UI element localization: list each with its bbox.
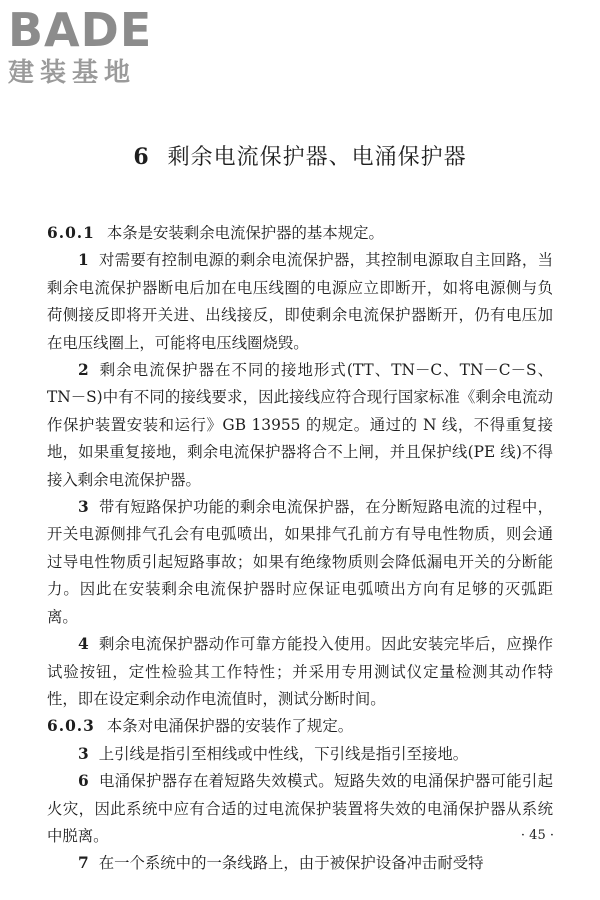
item-number: 2	[78, 361, 89, 380]
section-number: 6.0.3	[47, 717, 95, 736]
paragraph-text: 本条是安装剩余电流保护器的基本规定。	[106, 224, 384, 242]
item-number: 6	[78, 772, 89, 791]
item-paragraph	[47, 741, 553, 768]
item-paragraph	[47, 850, 553, 877]
item-paragraph	[47, 768, 553, 850]
chapter-title	[0, 143, 600, 172]
item-number: 7	[78, 854, 89, 873]
section-number: 6.0.1	[47, 224, 95, 242]
paragraph-text: 电涌保护器存在着短路失效模式。短路失效的电涌保护器可能引起火灾，因此系统中应有合适的过电流保护装置将失效的电涌保护器从系统中脱离。	[47, 772, 553, 845]
paragraph-text: 对需要有控制电源的剩余电流保护器，其控制电源取自主回路，当剩余电流保护器断电后加在电压线圈的电源应立即断开，如将电源侧与负荷侧接反即将开关进、出线接反，即使剩余电流保护器断开，仍有电压加在电压线圈上，可能将电压线圈烧毁。	[47, 251, 553, 352]
section-paragraph	[47, 713, 553, 740]
item-number: 1	[78, 251, 89, 270]
paragraph-text: 上引线是指引至相线或中性线，下引线是指引至接地。	[98, 744, 469, 763]
item-number: 4	[78, 635, 89, 654]
page-number: · 45 ·	[520, 828, 554, 843]
paragraph-text: 剩余电流保护器在不同的接地形式(TT、TN－C、TN－C－S、TN－S)中有不同的接线要求，因此接线应符合现行国家标准《剩余电流动作保护装置安装和运行》GB 13955 的规定。通过的 N 线，不得重复接地，如果重复接地，剩余电流保护器将合不上闸，并且保护线(PE 线)不得接入剩余电流保护器。	[47, 361, 553, 489]
paragraph-text: 在一个系统中的一条线路上，由于被保护设备冲击耐受特	[98, 854, 484, 873]
bade-logo	[8, 4, 178, 88]
chapter-number: 6	[133, 144, 150, 170]
item-paragraph	[47, 247, 553, 357]
item-paragraph	[47, 494, 553, 631]
section-paragraph	[47, 220, 553, 247]
paragraph-text: 带有短路保护功能的剩余电流保护器，在分断短路电流的过程中，开关电源侧排气孔会有电弧喷出，如果排气孔前方有导电性物质，则会通过导电性物质引起短路事故；如果有绝缘物质则会降低漏电开关的分断能力。因此在安装剩余电流保护器时应保证电弧喷出方向有足够的灭弧距离。	[47, 498, 553, 626]
body-text	[47, 220, 553, 878]
paragraph-text: 剩余电流保护器动作可靠方能投入使用。因此安装完毕后，应操作试验按钮，定性检验其工作特性；并采用专用测试仪定量检测其动作特性，即在设定剩余动作电流值时，测试分断时间。	[47, 635, 553, 708]
logo-wordmark: BADE	[8, 3, 153, 57]
item-paragraph	[47, 357, 553, 494]
chapter-title-text: 剩余电流保护器、电涌保护器	[167, 145, 467, 170]
item-number: 3	[78, 744, 89, 763]
item-number: 3	[78, 498, 89, 517]
paragraph-text: 本条对电涌保护器的安装作了规定。	[106, 717, 354, 736]
item-paragraph	[47, 631, 553, 713]
logo-subtitle: 建装基地	[8, 58, 137, 88]
